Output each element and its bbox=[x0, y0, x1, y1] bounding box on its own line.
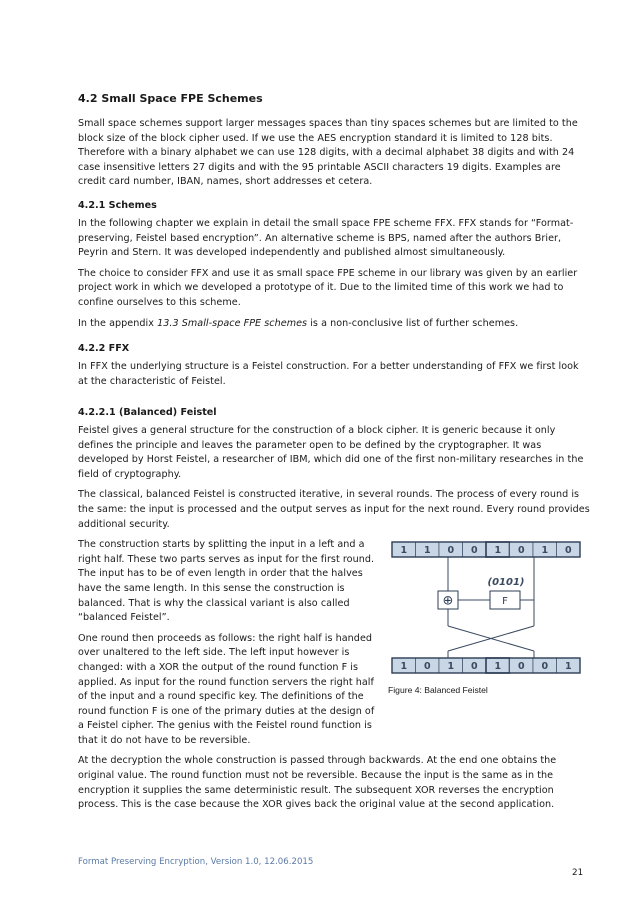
output-bit: 0 bbox=[470, 661, 478, 672]
xor-symbol: ⊕ bbox=[442, 593, 454, 609]
input-bit: 1 bbox=[400, 545, 408, 556]
round-function-label: F bbox=[502, 596, 508, 607]
figure-caption: Figure 4: Balanced Feistel bbox=[388, 685, 488, 695]
paragraph-4-2-1-a: In the following chapter we explain in detail the small space FPE scheme FFX. FFX stands for “Format-preserving, Feistel based encryption”. An alternative scheme is BPS, named after the authors Brier, Peyrin and Stern. It was developed independently and published almost simultaneously. bbox=[78, 218, 574, 259]
paragraph-feistel-d: One round then proceeds as follows: the right half is handed over unaltered to the left side. The left input however is changed: with a XOR the output of the round function F is applied. As input for the round function servers the right half of the input and a round specific key. The definitions of the round function F is one of the primary duties at the design of a Feistel cipher. The genius with the Feistel round function is that it do not have to be reversible. bbox=[78, 632, 375, 746]
appendix-reference-link[interactable]: 13.3 Small-space FPE schemes bbox=[157, 317, 308, 329]
input-bit: 0 bbox=[517, 545, 525, 556]
heading-4-2-2: 4.2.2 FFX bbox=[78, 343, 130, 354]
appendix-text-pre: In the appendix bbox=[78, 317, 158, 329]
appendix-text-post: is a non-conclusive list of further schemes. bbox=[307, 317, 519, 329]
paragraph-4-2-1-b: The choice to consider FFX and use it as small space FPE scheme in our library was given by an earlier project work in which we developed a prototype of it. Due to the limited time of this work we had to confine ourselves to this scheme. bbox=[78, 267, 578, 308]
page-number: 21 bbox=[572, 868, 584, 878]
input-bit: 0 bbox=[564, 545, 572, 556]
output-bit: 1 bbox=[400, 661, 408, 672]
input-bit: 1 bbox=[423, 545, 431, 556]
footer-text: Format Preserving Encryption, Version 1.0, 12.06.2015 bbox=[78, 857, 314, 867]
input-bit-row bbox=[392, 542, 580, 557]
balanced-feistel-figure bbox=[388, 540, 584, 676]
input-bit: 0 bbox=[447, 545, 455, 556]
paragraph-4-2: Small space schemes support larger messages spaces than tiny spaces schemes but are limited to the block size of the block cipher used. If we use the AES encryption standard it is limited to 128 bits. Therefore with a binary alphabet we can use 128 digits, with a decimal alphabet 38 digits and with 24 case insensitive letters 27 digits and with the 95 printable ASCII characters 19 digits. Examples are credit card number, IBAN, names, short addresses et cetera. bbox=[78, 118, 578, 188]
round-function-node bbox=[490, 591, 520, 609]
input-bit: 1 bbox=[494, 545, 502, 556]
output-bit: 0 bbox=[517, 661, 525, 672]
output-bit: 1 bbox=[447, 661, 455, 672]
output-bit: 0 bbox=[541, 661, 549, 672]
input-bit: 0 bbox=[470, 545, 478, 556]
output-bit: 0 bbox=[423, 661, 431, 672]
section-4-2-2 bbox=[78, 342, 590, 389]
section-4-2 bbox=[78, 92, 590, 190]
paragraph-feistel-a: Feistel gives a general structure for the construction of a block cipher. It is generic because it only defines the principle and leaves the parameter open to be defined by the cryptographer. It was developed by Horst Feistel, a researcher of IBM, which did one of the first non-military researches in the field of cryptography. bbox=[78, 425, 584, 480]
heading-4-2-1: 4.2.1 Schemes bbox=[78, 200, 157, 211]
section-4-2-1 bbox=[78, 199, 590, 331]
xor-node bbox=[438, 591, 458, 609]
paragraph-feistel-e: At the decryption the whole construction is passed through backwards. At the end one obtains the original value. The round function must not be reversible. Because the input is the same as in the encryption it supplies the same deterministic result. The subsequent XOR reverses the encryption process. This is the case because the XOR gives back the original value at the second application. bbox=[78, 755, 557, 811]
output-bit-row bbox=[392, 658, 580, 673]
output-bit: 1 bbox=[494, 661, 502, 672]
paragraph-feistel-c: The construction starts by splitting the input in a left and a right half. These two parts serves as input for the first round. The input has to be of even length in order that the halves have the same length. In this sense the construction is balanced. That is why the classical variant is also called “balanced Feistel”. bbox=[78, 539, 375, 624]
output-bit: 1 bbox=[564, 661, 572, 672]
paragraph-feistel-b: The classical, balanced Feistel is constructed iterative, in several rounds. The process of every round is the same: the input is processed and the output serves as input for the next round. Every round provides additional security. bbox=[78, 489, 590, 530]
heading-4-2-2-1: 4.2.2.1 (Balanced) Feistel bbox=[78, 407, 217, 418]
input-bit: 1 bbox=[541, 545, 549, 556]
heading-4-2: 4.2 Small Space FPE Schemes bbox=[78, 92, 263, 105]
paragraph-4-2-2: In FFX the underlying structure is a Feistel construction. For a better understanding of FFX we first look at the characteristic of Feistel. bbox=[78, 361, 579, 387]
round-key-label: (0101) bbox=[487, 577, 525, 588]
paragraph-4-2-1-c bbox=[78, 317, 590, 332]
